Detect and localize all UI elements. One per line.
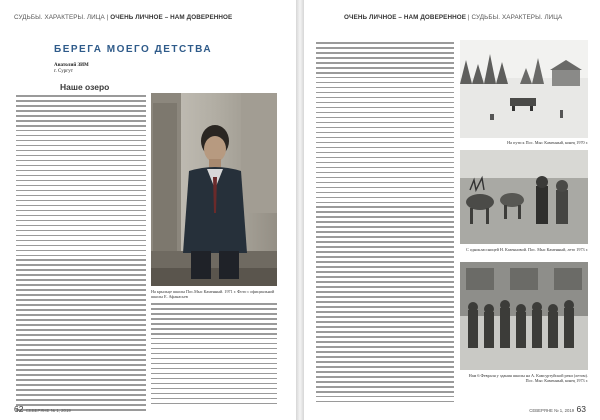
left-footer-issue: СЕВЕРЯНЕ № 1, 2019	[25, 408, 71, 413]
right-running-header: ОЧЕНЬ ЛИЧНОЕ – НАМ ДОВЕРЕННОЕ | СУДЬБЫ. ХАРАКТЕРЫ. ЛИЦА	[344, 14, 563, 21]
section-subheading: Наше озеро	[60, 82, 110, 92]
school-group-photo	[460, 262, 588, 370]
reindeer-photo	[460, 150, 588, 244]
author-byline	[54, 63, 89, 75]
right-text-column	[316, 42, 454, 406]
article-title: БЕРЕГА МОЕГО ДЕТСТВА	[54, 44, 213, 55]
school-porch-photo	[151, 93, 277, 286]
left-photo-caption: На крыльце школы Пос.Мыс Каменный. 1971 г. Фото с официальной школы Е. Афанасьев	[151, 289, 275, 299]
left-header-section: СУДЬБЫ. ХАРАКТЕРЫ. ЛИЦА	[14, 14, 105, 21]
book-spine	[296, 0, 304, 420]
right-caption-1: На пути к Пос. Мыс Каменный, конец 1970 г.	[507, 140, 588, 145]
left-page	[0, 0, 296, 420]
winter-village-photo	[460, 40, 588, 138]
right-footer-issue: СЕВЕРЯНЕ № 1, 2019	[529, 408, 575, 413]
right-header-topic: ОЧЕНЬ ЛИЧНОЕ – НАМ ДОВЕРЕННОЕ	[344, 14, 467, 21]
right-header-section: СУДЬБЫ. ХАРАКТЕРЫ. ЛИЦА	[471, 14, 563, 21]
left-header-topic: ОЧЕНЬ ЛИЧНОЕ – НАМ ДОВЕРЕННОЕ	[110, 14, 233, 21]
right-page-number: 63	[576, 404, 586, 414]
author-city: г. Сургут	[54, 69, 73, 74]
right-page	[304, 0, 600, 420]
left-running-header: СУДЬБЫ. ХАРАКТЕРЫ. ЛИЦА | ОЧЕНЬ ЛИЧНОЕ – НАМ ДОВЕРЕННОЕ	[14, 14, 233, 21]
right-page-footer	[529, 404, 586, 414]
left-text-column-2	[151, 303, 277, 408]
author-name: Анатолий ЗИМ	[54, 63, 89, 68]
left-page-footer	[14, 404, 71, 414]
right-caption-2: С одноклассницей Н. Казенновой. Пос. Мыс Каменный, лето 1973 г.	[466, 247, 588, 252]
left-text-column-1	[16, 95, 146, 414]
right-caption-3: Нам 6 Февраля у здания школы на А. Камсуртуйской реки (летом). Пос. Мыс Каменный, конец 1973 г.	[468, 373, 588, 383]
left-page-number: 62	[14, 404, 24, 414]
